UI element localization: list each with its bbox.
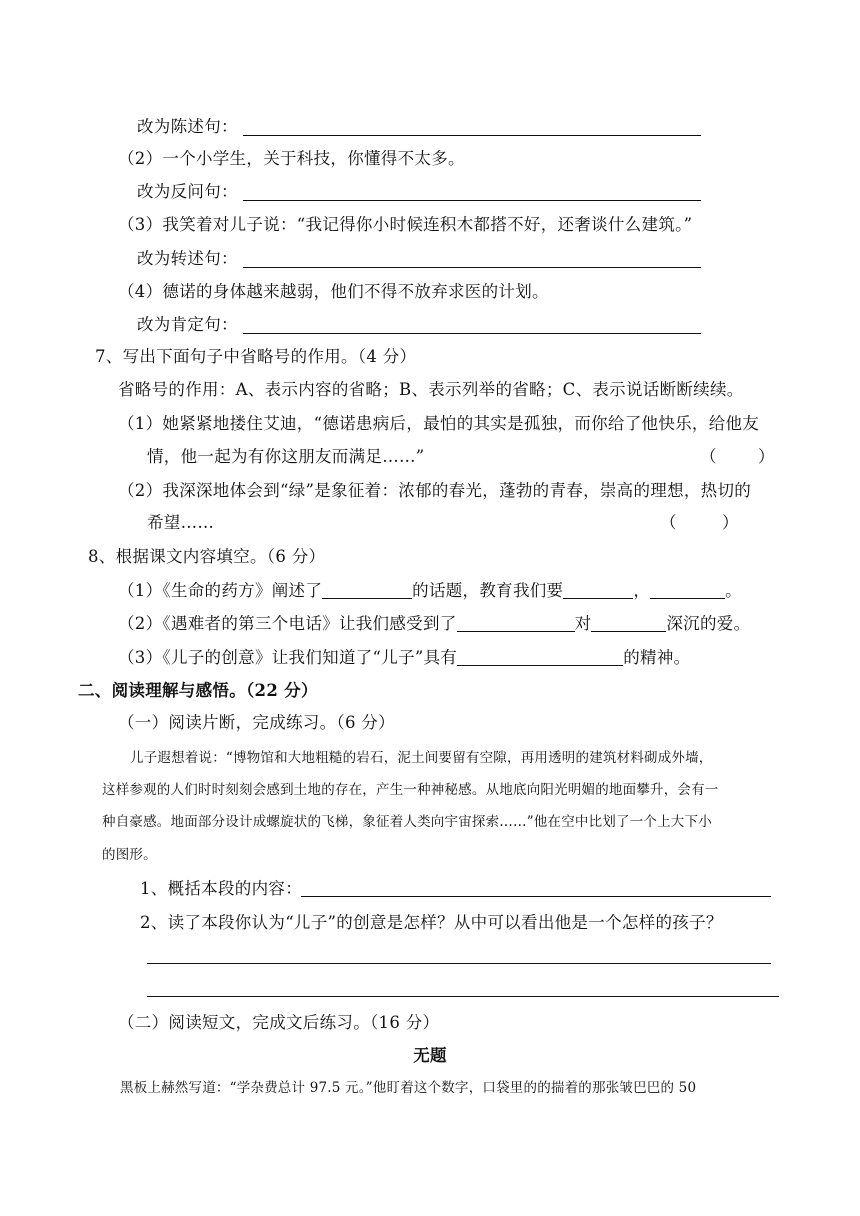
q8-title: 8、根据课文内容填空。（6 分） (88, 547, 326, 566)
q6-c-answer-line[interactable] (243, 267, 701, 268)
q8-l3-blank1[interactable] (457, 649, 623, 666)
section2-part2-title: （二）阅读短文，完成文后练习。（16 分） (118, 1013, 440, 1032)
q8-line2 (118, 613, 750, 635)
q6-c-text: （3）我笑着对儿子说：“我记得你小时候连积木都搭不好，还奢谈什么建筑。” (118, 215, 693, 234)
passage-line-1: 儿子遐想着说：“博物馆和大地粗糙的岩石，泥土间要留有空隙，再用透明的建筑材料砌成外墙， (130, 750, 713, 766)
q7-s2-line1: （2）我深深地体会到“绿”是象征着：浓郁的春光，蓬勃的青春，崇高的理想，热切的 (118, 481, 752, 500)
q8-l1-mid: 的话题，教育我们要 (412, 581, 564, 600)
q8-line3 (118, 647, 690, 669)
q7-s2-answer-bracket-close: ） (722, 513, 739, 532)
q8-l2-end: 深沉的爱。 (666, 614, 751, 633)
q7-s1-line1: （1）她紧紧地搂住艾迪，“德诺患病后，最怕的其实是孤独，而你给了他快乐，给他友 (118, 414, 760, 433)
q7-s1-answer-bracket-open: （ (700, 447, 717, 466)
q8-l1-comma: ， (633, 581, 651, 600)
q7-title: 7、写出下面句子中省略号的作用。（4 分） (95, 347, 417, 366)
passage-line-4: 的图形。 (102, 847, 157, 863)
q7-s1-line2: 情，他一起为有你这朋友而满足……” (147, 447, 425, 466)
q8-l2-mid: 对 (574, 614, 592, 633)
q7-s2-line2: 希望…… (147, 513, 215, 532)
q6-d-text: （4）德诺的身体越来越弱，他们不得不放弃求医的计划。 (118, 282, 549, 301)
q6-a-label: 改为陈述句： (137, 117, 238, 136)
q8-l1-prefix: （1）《生命的药方》阐述了 (118, 581, 323, 600)
story-line-1: 黑板上赫然写道：“学杂费总计 97.5 元。”他盯着这个数字，口袋里的的揣着的那张皱巴巴的 50 (120, 1080, 697, 1096)
section2-title: 二、阅读理解与感悟。（22 分） (78, 681, 318, 700)
q8-l3-end: 的精神。 (623, 648, 691, 667)
section2-part1-title: （一）阅读片断，完成练习。（6 分） (118, 713, 395, 732)
q6-b-text: （2）一个小学生，关于科技，你懂得不太多。 (118, 149, 465, 168)
q6-d-label: 改为肯定句： (137, 315, 238, 334)
part1-q2-answer-line-1[interactable] (147, 963, 771, 964)
part1-q1-answer-line[interactable] (301, 896, 771, 897)
q8-l1-blank1[interactable] (322, 582, 412, 599)
q8-l3-prefix: （3）《儿子的创意》让我们知道了“儿子”具有 (118, 648, 458, 667)
story-title: 无题 (413, 1046, 447, 1065)
q7-s1-answer-bracket-close: ） (758, 447, 775, 466)
q6-c-label: 改为转述句： (137, 249, 238, 268)
passage-line-3: 种自豪感。地面部分设计成螺旋状的飞梯，象征着人类向宇宙探索……”他在空中比划了一个上大下小 (102, 814, 712, 830)
q7-s2-answer-bracket-open: （ (660, 513, 677, 532)
part1-q1: 1、概括本段的内容： (140, 879, 302, 898)
q6-b-answer-line[interactable] (243, 200, 701, 201)
passage-line-2: 这样参观的人们时时刻刻会感到土地的存在，产生一种神秘感。从地底向阳光明媚的地面攀升，会有一 (102, 782, 719, 798)
q6-d-answer-line[interactable] (243, 333, 701, 334)
q6-a-answer-line[interactable] (243, 135, 701, 136)
q8-l2-prefix: （2）《遇难者的第三个电话》让我们感受到了 (118, 614, 457, 633)
q8-line1 (118, 580, 742, 602)
q8-l2-blank2[interactable] (591, 615, 666, 632)
part1-q2: 2、读了本段你认为“儿子”的创意是怎样？从中可以看出他是一个怎样的孩子？ (140, 913, 723, 932)
q8-l1-end: 。 (725, 581, 742, 600)
q8-l2-blank1[interactable] (457, 615, 575, 632)
q6-b-label: 改为反问句： (137, 182, 238, 201)
part1-q2-answer-line-2[interactable] (147, 996, 779, 997)
q8-l1-blank2[interactable] (563, 582, 633, 599)
q7-options: 省略号的作用：A、表示内容的省略；B、表示列举的省略；C、表示说话断断续续。 (118, 380, 744, 399)
q8-l1-blank3[interactable] (650, 582, 725, 599)
